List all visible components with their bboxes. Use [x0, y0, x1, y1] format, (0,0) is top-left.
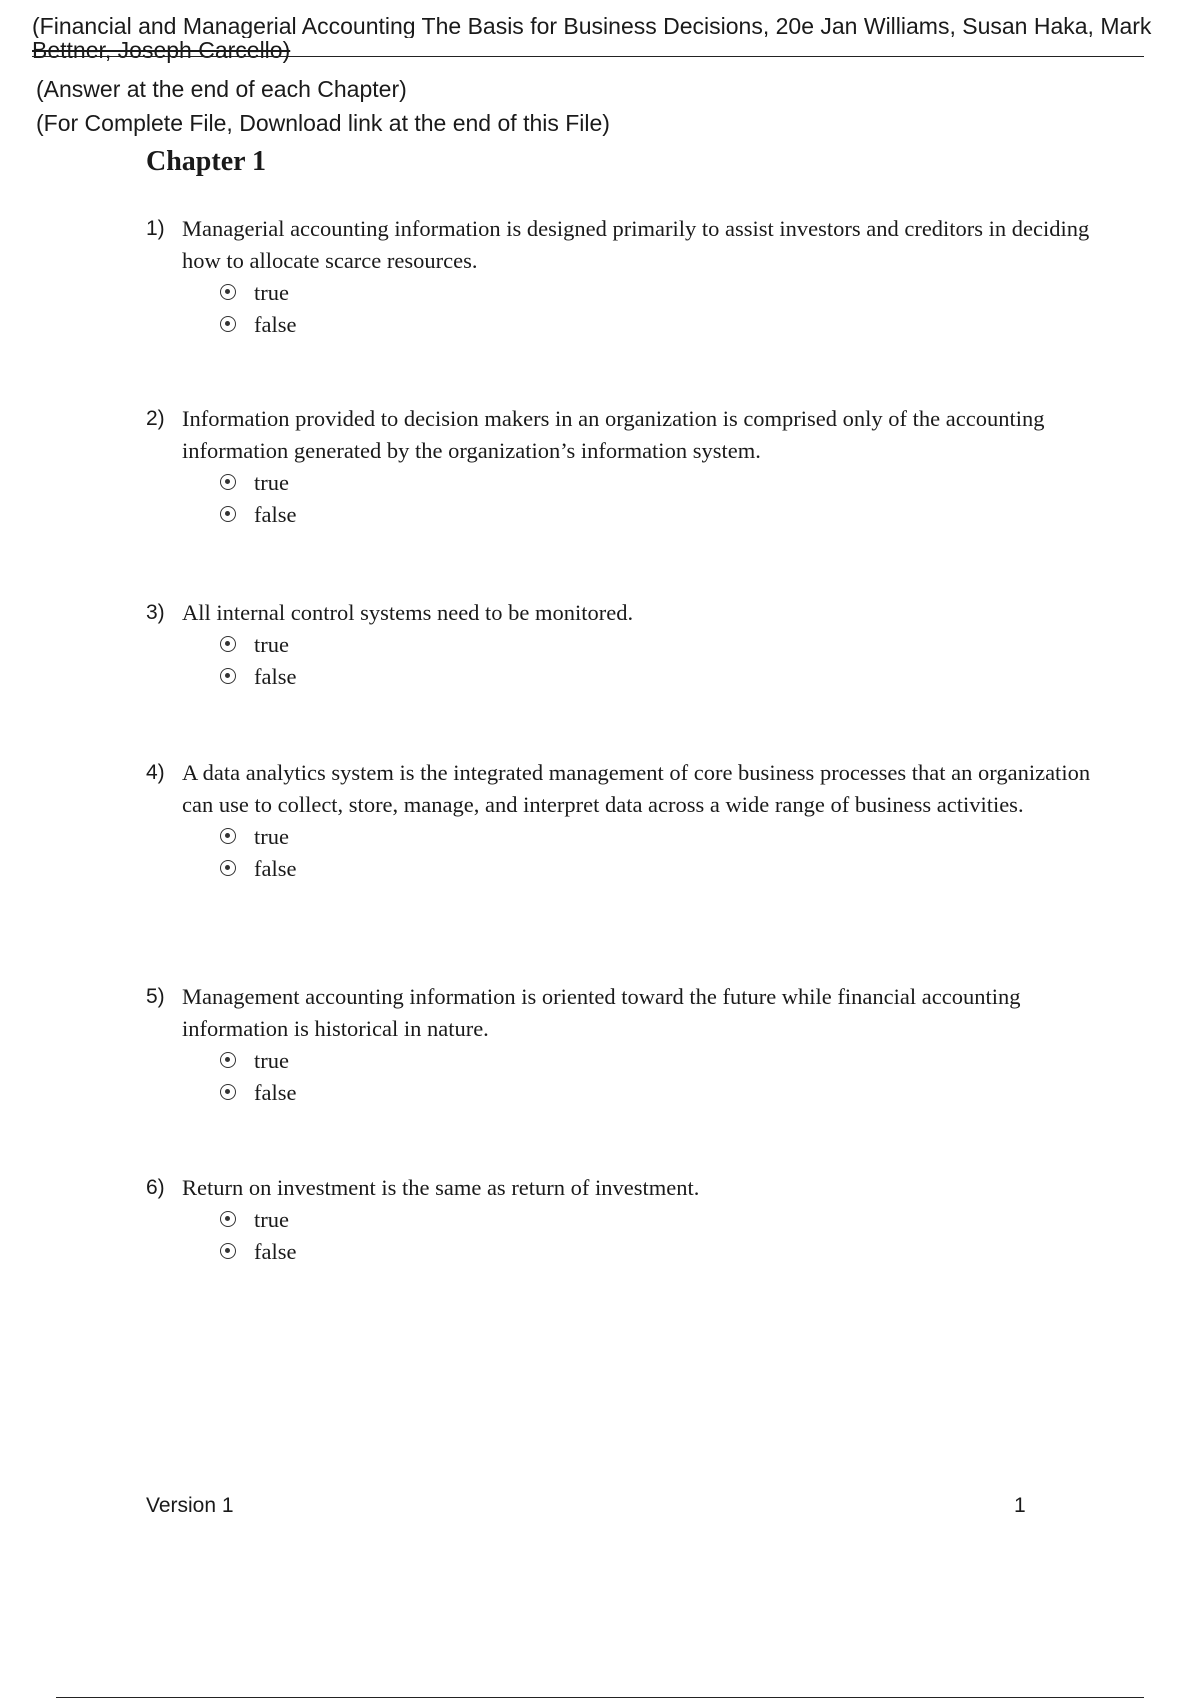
question-item	[146, 597, 1096, 693]
answer-option-false[interactable]	[220, 309, 1096, 341]
radio-icon[interactable]	[220, 860, 236, 876]
option-label: true	[254, 280, 289, 305]
radio-icon[interactable]	[220, 1084, 236, 1100]
answer-option-false[interactable]	[220, 1236, 1096, 1268]
answer-option-true[interactable]	[220, 277, 1096, 309]
radio-icon[interactable]	[220, 668, 236, 684]
question-number: 2)	[146, 407, 165, 430]
answer-option-false[interactable]	[220, 1077, 1096, 1109]
radio-icon[interactable]	[220, 474, 236, 490]
download-note: (For Complete File, Download link at the end of this File)	[36, 110, 610, 136]
answer-option-true[interactable]	[220, 821, 1096, 853]
question-text: Return on investment is the same as return of investment.	[182, 1175, 700, 1200]
answer-option-false[interactable]	[220, 499, 1096, 531]
option-label: true	[254, 824, 289, 849]
question-number: 4)	[146, 761, 165, 784]
header-divider	[32, 56, 1144, 57]
option-label: true	[254, 1207, 289, 1232]
radio-icon[interactable]	[220, 316, 236, 332]
footer-version: Version 1	[146, 1494, 234, 1517]
radio-icon[interactable]	[220, 506, 236, 522]
question-text: Management accounting information is oriented toward the future while financial accounting information is historical in nature.	[182, 984, 1021, 1041]
radio-icon[interactable]	[220, 1211, 236, 1227]
question-item	[146, 1172, 1096, 1268]
option-label: false	[254, 502, 297, 527]
question-item	[146, 981, 1096, 1109]
question-number: 3)	[146, 601, 165, 624]
option-label: false	[254, 664, 297, 689]
radio-icon[interactable]	[220, 636, 236, 652]
radio-icon[interactable]	[220, 1052, 236, 1068]
radio-icon[interactable]	[220, 284, 236, 300]
page-bottom-divider	[56, 1697, 1144, 1698]
answer-note: (Answer at the end of each Chapter)	[36, 76, 407, 102]
radio-icon[interactable]	[220, 1243, 236, 1259]
footer-page-number: 1	[1014, 1494, 1026, 1517]
question-item	[146, 757, 1096, 885]
question-text: All internal control systems need to be monitored.	[182, 600, 634, 625]
question-text: A data analytics system is the integrated management of core business processes that an organization can use to collect, store, manage, and interpret data across a wide range of business activities.	[182, 760, 1091, 817]
option-label: true	[254, 470, 289, 495]
answer-option-false[interactable]	[220, 853, 1096, 885]
question-item	[146, 403, 1096, 531]
question-number: 1)	[146, 217, 165, 240]
document-source-title: (Financial and Managerial Accounting The Basis for Business Decisions, 20e Jan Williams, Susan Haka, Mark	[32, 14, 1152, 38]
answer-option-true[interactable]	[220, 1045, 1096, 1077]
answer-option-true[interactable]	[220, 467, 1096, 499]
question-number: 6)	[146, 1176, 165, 1199]
option-label: true	[254, 632, 289, 657]
answer-option-true[interactable]	[220, 629, 1096, 661]
option-label: false	[254, 1239, 297, 1264]
answer-option-false[interactable]	[220, 661, 1096, 693]
document-source-authors: Bettner, Joseph Carcello)	[32, 37, 291, 63]
question-item	[146, 213, 1096, 341]
chapter-title: Chapter 1	[146, 146, 267, 177]
option-label: true	[254, 1048, 289, 1073]
option-label: false	[254, 312, 297, 337]
radio-icon[interactable]	[220, 828, 236, 844]
question-text: Information provided to decision makers in an organization is comprised only of the accounting information generated by the organization’s information system.	[182, 406, 1045, 463]
question-number: 5)	[146, 985, 165, 1008]
option-label: false	[254, 856, 297, 881]
option-label: false	[254, 1080, 297, 1105]
question-text: Managerial accounting information is designed primarily to assist investors and creditors in deciding how to allocate scarce resources.	[182, 216, 1090, 273]
answer-option-true[interactable]	[220, 1204, 1096, 1236]
